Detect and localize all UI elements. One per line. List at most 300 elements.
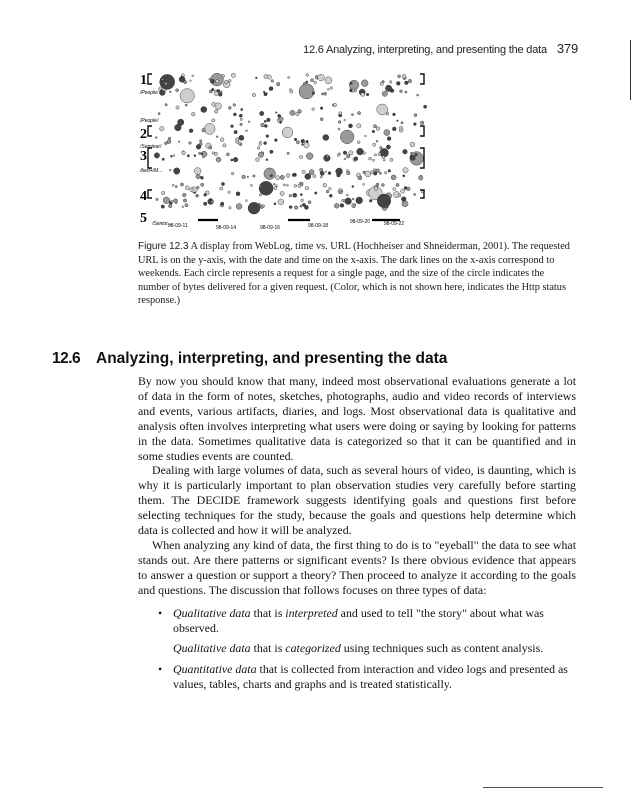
request-circle xyxy=(341,199,344,202)
request-circle xyxy=(401,197,406,202)
request-circle xyxy=(236,192,240,196)
request-circle xyxy=(318,74,325,81)
request-circle xyxy=(270,150,273,153)
request-circle xyxy=(236,204,242,210)
request-circle xyxy=(390,158,393,161)
request-circle xyxy=(273,183,275,185)
request-circle xyxy=(293,174,295,176)
request-circle xyxy=(402,74,406,78)
request-circle xyxy=(365,171,371,177)
request-circle xyxy=(162,158,164,160)
request-circle xyxy=(338,121,341,124)
request-circle xyxy=(259,194,261,196)
weblog-figure xyxy=(138,64,430,232)
request-circle xyxy=(343,151,347,155)
request-circle xyxy=(320,171,324,175)
request-circle xyxy=(302,144,304,146)
request-circle xyxy=(392,127,396,131)
bullet-icon: • xyxy=(158,605,163,620)
request-circle xyxy=(363,183,365,185)
request-circle xyxy=(357,148,364,155)
request-circle xyxy=(261,123,265,127)
request-circle xyxy=(382,156,385,159)
request-circle xyxy=(401,189,405,193)
request-circle xyxy=(296,112,299,115)
request-circle xyxy=(220,138,224,142)
request-circle xyxy=(294,185,297,188)
request-circle xyxy=(174,168,180,174)
request-circle xyxy=(259,143,262,146)
request-circle xyxy=(194,168,201,175)
section-heading xyxy=(52,350,592,368)
request-circle xyxy=(217,89,220,92)
request-circle xyxy=(276,82,280,86)
request-circle xyxy=(298,184,301,187)
request-circle xyxy=(357,141,360,144)
row-label: 2 xyxy=(140,127,147,142)
request-circle xyxy=(300,155,303,158)
right-margin-rule xyxy=(630,40,631,100)
request-circle xyxy=(289,194,292,197)
request-circle xyxy=(350,82,352,84)
request-circle xyxy=(169,91,171,93)
request-circle xyxy=(164,142,167,145)
request-circle xyxy=(183,193,187,197)
request-circle xyxy=(264,142,267,145)
request-circle xyxy=(397,120,399,122)
request-circle xyxy=(376,127,380,131)
request-circle xyxy=(194,155,196,157)
request-circle xyxy=(287,152,289,154)
request-circle xyxy=(233,113,236,116)
request-circle xyxy=(354,157,358,161)
request-circle xyxy=(344,119,346,121)
body-text xyxy=(138,374,576,698)
request-circle xyxy=(260,186,262,188)
request-circle xyxy=(358,176,362,180)
request-circle xyxy=(246,130,248,132)
paragraph: By now you should know that many, indeed most observational evaluations generate a lot of data in the form of notes, sketches, photographs, audio and video records of interviews and events, various artifacts, diaries, and logs. Most observational data is qualitative and analysis often involves interpreting what users were doing or saying by looking for patterns in the data. Sometimes qualitative data is categorized so that it can be quantified and in some studies events are counted. xyxy=(138,374,576,463)
request-circle xyxy=(325,77,332,84)
request-circle xyxy=(238,142,241,145)
request-circle xyxy=(241,108,243,110)
request-circle xyxy=(169,169,171,171)
request-circle xyxy=(212,152,214,154)
running-header xyxy=(0,41,578,56)
request-circle xyxy=(336,168,343,175)
request-circle xyxy=(191,112,195,116)
request-circle xyxy=(158,113,160,115)
request-circle xyxy=(175,124,182,131)
request-circle xyxy=(168,137,170,139)
request-circle xyxy=(410,155,415,160)
request-circle xyxy=(382,91,387,96)
request-circle xyxy=(378,153,381,156)
request-circle xyxy=(156,198,158,200)
request-circle xyxy=(260,141,262,143)
request-circle xyxy=(381,184,384,187)
request-circle xyxy=(326,155,329,158)
request-circle xyxy=(286,174,290,178)
request-circle xyxy=(379,172,381,174)
request-circle xyxy=(350,89,353,92)
request-circle xyxy=(301,139,305,143)
row-label: 3 xyxy=(140,149,147,164)
request-circle xyxy=(280,191,284,195)
request-circle xyxy=(338,128,340,130)
request-circle xyxy=(306,81,308,83)
request-circle xyxy=(236,138,239,141)
request-circle xyxy=(256,158,260,162)
request-circle xyxy=(234,130,237,133)
row-label: 1 xyxy=(140,73,147,88)
request-circle xyxy=(300,205,302,207)
request-circle xyxy=(250,184,252,186)
request-circle xyxy=(240,123,243,126)
request-circle xyxy=(304,143,309,148)
request-circle xyxy=(383,159,385,161)
request-circle xyxy=(192,75,194,77)
request-circle xyxy=(340,130,354,144)
request-circle xyxy=(260,111,264,115)
request-circle xyxy=(377,104,388,115)
request-circle xyxy=(257,147,260,150)
request-circle xyxy=(351,114,353,116)
request-circle xyxy=(405,91,407,93)
request-circle xyxy=(424,105,427,108)
request-circle xyxy=(245,200,247,202)
request-circle xyxy=(314,81,317,84)
request-circle xyxy=(216,157,221,162)
date-label: 98-09-11 xyxy=(168,223,188,229)
request-circle xyxy=(369,157,372,160)
request-circle xyxy=(358,112,361,115)
request-circle xyxy=(380,147,383,150)
figure-label: Figure 12.3 xyxy=(138,241,189,252)
date-label: 98-09-14 xyxy=(216,225,237,231)
request-circle xyxy=(252,93,255,96)
request-circle xyxy=(275,139,278,142)
request-circle xyxy=(369,199,372,202)
request-circle xyxy=(306,74,309,77)
request-circles xyxy=(154,73,427,214)
request-circle xyxy=(401,122,403,124)
request-circle xyxy=(414,193,416,195)
request-circle xyxy=(190,80,192,82)
request-circle xyxy=(270,175,272,177)
request-circle xyxy=(305,174,311,180)
request-circle xyxy=(162,191,165,194)
request-circle xyxy=(215,103,222,110)
request-circle xyxy=(163,197,170,204)
date-label: 98-09-18 xyxy=(308,223,329,229)
request-circle xyxy=(393,188,396,191)
request-circle xyxy=(267,75,271,79)
request-circle xyxy=(175,186,177,188)
request-circle xyxy=(239,114,242,117)
request-circle xyxy=(304,205,308,209)
request-circle xyxy=(361,80,368,87)
url-label: /Seminar/ xyxy=(140,144,162,150)
request-circle xyxy=(349,124,353,128)
request-circle xyxy=(196,195,198,197)
request-circle xyxy=(346,155,350,159)
request-circle xyxy=(403,168,408,173)
request-circle xyxy=(276,176,280,180)
request-circle xyxy=(349,80,359,90)
request-circle xyxy=(266,159,268,161)
request-circle xyxy=(260,205,263,208)
request-circle xyxy=(320,176,322,178)
request-circle xyxy=(377,194,391,208)
request-circle xyxy=(388,170,391,173)
request-circle xyxy=(420,121,424,125)
request-circle xyxy=(231,172,234,175)
request-circle xyxy=(221,182,224,185)
request-circle xyxy=(329,187,332,190)
request-circle xyxy=(389,81,392,84)
request-circle xyxy=(216,136,218,138)
list-subitem: Qualitative data that is categorized using techniques such as content analysis. xyxy=(173,641,544,656)
request-circle xyxy=(306,140,309,143)
request-circle xyxy=(202,128,206,132)
request-circle xyxy=(160,74,175,89)
request-circle xyxy=(258,152,263,157)
request-circle xyxy=(290,110,295,115)
request-circle xyxy=(179,76,185,82)
request-circle xyxy=(321,93,323,95)
data-type-list xyxy=(138,606,576,693)
request-circle xyxy=(220,187,223,190)
request-circle xyxy=(196,174,200,178)
request-circle xyxy=(308,201,311,204)
url-label: /bed+/M... xyxy=(140,168,163,174)
request-circle xyxy=(209,78,211,80)
request-circle xyxy=(229,79,232,82)
request-circle xyxy=(361,93,365,97)
row-label: 4 xyxy=(140,189,147,204)
request-circle xyxy=(200,176,203,179)
request-circle xyxy=(373,143,376,146)
request-circle xyxy=(160,126,165,131)
request-circle xyxy=(165,104,167,106)
request-circle xyxy=(264,125,267,128)
request-circle xyxy=(382,80,384,82)
url-label: /People/ xyxy=(140,90,159,96)
request-circle xyxy=(403,149,408,154)
request-circle xyxy=(320,118,323,121)
request-circle xyxy=(374,187,378,191)
request-circle xyxy=(330,87,333,90)
request-circle xyxy=(293,193,297,197)
request-circle xyxy=(231,73,235,77)
request-circle xyxy=(201,107,207,113)
request-circle xyxy=(198,152,200,154)
request-circle xyxy=(276,112,278,114)
weblog-scatter-image xyxy=(138,64,430,232)
request-circle xyxy=(239,135,244,140)
request-circle xyxy=(286,184,288,186)
request-circle xyxy=(309,170,314,175)
request-circle xyxy=(294,206,298,210)
request-circle xyxy=(229,207,232,210)
request-circle xyxy=(419,176,423,180)
request-circle xyxy=(214,110,218,114)
request-circle xyxy=(182,206,184,208)
section-title: Analyzing, interpreting, and presenting the data xyxy=(96,350,448,367)
request-circle xyxy=(159,87,162,90)
request-circle xyxy=(398,75,401,78)
request-circle xyxy=(384,130,390,136)
request-circle xyxy=(274,203,276,205)
request-circle xyxy=(154,153,159,158)
request-circle xyxy=(405,81,409,85)
request-circle xyxy=(209,146,212,149)
request-circle xyxy=(323,183,327,187)
request-circle xyxy=(161,205,164,208)
request-circle xyxy=(365,135,367,137)
request-circle xyxy=(324,92,327,95)
request-circle xyxy=(185,104,187,106)
request-circle xyxy=(200,140,202,142)
request-circle xyxy=(176,89,179,92)
list-item: • Qualitative data that is interpreted and used to tell "the story" about what was observed. xyxy=(158,605,544,635)
request-circle xyxy=(371,171,374,174)
request-circle xyxy=(334,203,339,208)
request-circle xyxy=(329,194,332,197)
request-circle xyxy=(415,153,418,156)
request-circle xyxy=(403,175,405,177)
request-circle xyxy=(345,198,352,205)
request-circle xyxy=(196,144,201,149)
request-circle xyxy=(327,88,329,90)
request-circle xyxy=(414,114,417,117)
request-circle xyxy=(164,82,167,85)
request-circle xyxy=(288,76,290,78)
request-circle xyxy=(306,153,313,160)
footer-rule xyxy=(483,787,603,788)
paragraph: When analyzing any kind of data, the first thing to do is to "eyeball" the data to see what stands out. Are there patterns or significant events? Is there obvious evidence that appears to answer a question or support a theory? Then proceed to analyze it according to the goals and questions. The discussion that follows focuses on three types of data: xyxy=(138,537,576,597)
request-circle xyxy=(248,202,260,214)
request-circle xyxy=(305,187,308,190)
request-circle xyxy=(301,199,304,202)
request-circle xyxy=(247,176,249,178)
request-circle xyxy=(218,93,222,97)
date-label: 98-09-20 xyxy=(350,219,371,225)
request-circle xyxy=(339,190,343,194)
request-circle xyxy=(255,77,257,79)
request-circle xyxy=(211,200,214,203)
request-circle xyxy=(210,79,214,83)
request-circle xyxy=(180,183,183,186)
request-circle xyxy=(271,80,274,83)
request-circle xyxy=(323,135,329,141)
request-circle xyxy=(339,112,342,115)
request-circle xyxy=(267,118,271,122)
request-circle xyxy=(396,82,400,86)
request-circle xyxy=(278,199,284,205)
request-circle xyxy=(387,137,391,141)
request-circle xyxy=(356,197,363,204)
request-circle xyxy=(402,201,408,207)
request-circle xyxy=(264,120,266,122)
request-circle xyxy=(269,87,273,91)
request-circle xyxy=(340,204,344,208)
request-circle xyxy=(185,186,189,190)
date-label: 98-09-22 xyxy=(384,221,405,227)
request-circle xyxy=(212,88,215,91)
request-circle xyxy=(346,194,348,196)
request-circle xyxy=(173,155,175,157)
request-circle xyxy=(299,84,314,99)
request-circle xyxy=(352,198,354,200)
request-circle xyxy=(233,104,236,107)
list-item: • Quantitative data that is collected from interaction and video logs and presented as values, tables, charts and graphs and is treated statistically. xyxy=(158,662,568,692)
request-circle xyxy=(178,141,180,143)
request-circle xyxy=(187,155,189,157)
request-circle xyxy=(162,78,164,80)
request-circle xyxy=(215,80,218,83)
request-circle xyxy=(189,142,192,145)
request-circle xyxy=(352,186,354,188)
request-circle xyxy=(393,113,396,116)
request-circle xyxy=(194,192,196,194)
request-circle xyxy=(313,175,316,178)
request-circle xyxy=(279,117,283,121)
request-circle xyxy=(417,94,419,96)
request-circle xyxy=(385,85,391,91)
request-circle xyxy=(189,129,193,133)
request-circle xyxy=(176,106,179,109)
request-circle xyxy=(220,91,222,93)
request-circle xyxy=(172,184,174,186)
request-circle xyxy=(363,152,366,155)
request-circle xyxy=(197,186,199,188)
request-circle xyxy=(337,154,340,157)
request-circle xyxy=(204,202,207,205)
request-circle xyxy=(214,152,217,155)
request-circle xyxy=(180,89,194,103)
request-circle xyxy=(399,126,402,129)
request-circle xyxy=(225,80,229,84)
url-label: /People/ xyxy=(140,118,159,124)
request-circle xyxy=(231,159,233,161)
request-circle xyxy=(315,192,317,194)
request-circle xyxy=(221,202,224,205)
request-circle xyxy=(280,175,284,179)
request-circle xyxy=(349,151,353,155)
request-circle xyxy=(398,194,401,197)
request-circle xyxy=(233,157,238,162)
request-circle xyxy=(276,185,278,187)
request-circle xyxy=(190,188,194,192)
request-circle xyxy=(325,171,327,173)
request-circle xyxy=(320,107,323,110)
request-circle xyxy=(373,169,376,172)
request-circle xyxy=(312,92,315,95)
request-circle xyxy=(231,125,234,128)
request-circle xyxy=(332,104,334,106)
request-circle xyxy=(391,175,396,180)
request-circle xyxy=(410,142,415,147)
request-circle xyxy=(373,125,376,128)
request-circle xyxy=(228,191,231,194)
request-circle xyxy=(294,138,297,141)
request-circle xyxy=(210,199,212,201)
request-circle xyxy=(400,90,403,93)
running-title: 12.6 Analyzing, interpreting, and presenting the data xyxy=(303,44,547,56)
request-circle xyxy=(282,127,293,138)
